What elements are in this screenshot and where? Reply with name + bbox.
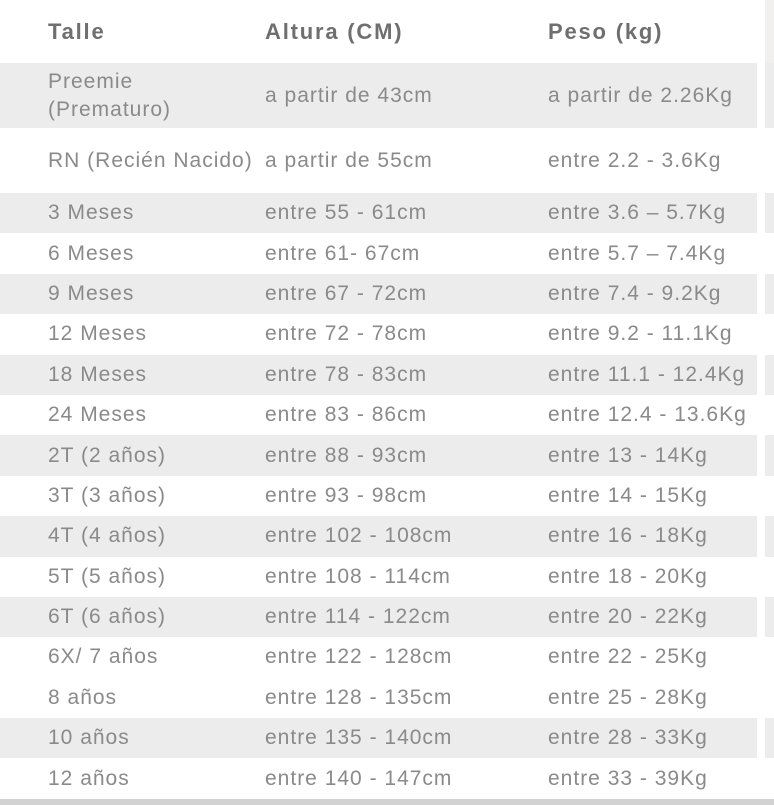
- clipped-fourth-column-cell: [765, 516, 774, 556]
- cell-altura: entre 128 - 135cm: [265, 685, 453, 709]
- column-gap: [757, 233, 765, 273]
- cell-talle: 12 Meses: [48, 322, 148, 346]
- cell-altura: entre 88 - 93cm: [257, 435, 540, 475]
- clipped-fourth-column-cell: [765, 355, 774, 395]
- clipped-fourth-column-cell: [765, 597, 774, 637]
- column-gap: [757, 193, 765, 233]
- clipped-fourth-column-cell: [765, 314, 774, 354]
- cell-talle: 2T (2 años): [0, 435, 257, 475]
- clipped-fourth-column-cell: [765, 233, 774, 273]
- column-gap: [757, 355, 765, 395]
- cell-talle: 10 años: [0, 718, 257, 758]
- cell-altura: entre 72 - 78cm: [265, 322, 428, 346]
- table-row: [0, 476, 774, 516]
- column-gap: [757, 63, 765, 128]
- table-row: [0, 435, 774, 475]
- cell-peso: entre 25 - 28Kg: [548, 685, 708, 709]
- cell-altura: entre 135 - 140cm: [257, 718, 540, 758]
- cell-peso: entre 14 - 15Kg: [548, 483, 708, 507]
- clipped-fourth-column-cell: [765, 193, 774, 233]
- cell-talle: 9 Meses: [0, 274, 257, 314]
- column-header-peso: Peso (kg): [548, 18, 664, 44]
- table-row: [0, 274, 774, 314]
- cell-altura: entre 61- 67cm: [265, 241, 421, 265]
- table-header-row: [0, 0, 774, 63]
- column-gap: [757, 395, 765, 435]
- table-row: [0, 314, 774, 354]
- cell-peso: entre 3.6 – 5.7Kg: [540, 193, 757, 233]
- cell-talle: Preemie (Prematuro): [0, 63, 257, 128]
- cell-altura: entre 114 - 122cm: [257, 597, 540, 637]
- cell-altura: entre 102 - 108cm: [257, 516, 540, 556]
- cell-talle: 3 Meses: [0, 193, 257, 233]
- cell-altura: entre 55 - 61cm: [257, 193, 540, 233]
- column-gap: [757, 314, 765, 354]
- clipped-fourth-column-cell: [765, 63, 774, 128]
- cell-peso: entre 12.4 - 13.6Kg: [548, 403, 747, 427]
- cell-talle: 6X/ 7 años: [48, 645, 159, 669]
- clipped-fourth-column-cell: [765, 557, 774, 597]
- cell-talle: 6T (6 años): [0, 597, 257, 637]
- table-row: [0, 557, 774, 597]
- column-gap: [757, 128, 765, 193]
- clipped-fourth-column-cell: [765, 395, 774, 435]
- column-gap: [757, 274, 765, 314]
- cell-altura: entre 83 - 86cm: [265, 403, 428, 427]
- cell-peso: entre 2.2 - 3.6Kg: [548, 148, 722, 172]
- table-row: [0, 355, 774, 395]
- table-row: [0, 63, 774, 128]
- table-row: [0, 233, 774, 273]
- table-row: [0, 718, 774, 758]
- cell-talle: 4T (4 años): [0, 516, 257, 556]
- cell-talle: 18 Meses: [0, 355, 257, 395]
- cell-altura: a partir de 43cm: [257, 63, 540, 128]
- cell-talle: RN (Recién Nacido): [48, 148, 253, 172]
- cell-talle: 6 Meses: [48, 241, 135, 265]
- table-row: [0, 597, 774, 637]
- column-header-altura: Altura (CM): [265, 18, 404, 44]
- table-body: [0, 63, 774, 799]
- column-gap: [757, 476, 765, 516]
- cell-talle: 3T (3 años): [48, 483, 166, 507]
- clipped-fourth-column-cell: [765, 718, 774, 758]
- column-gap: [757, 0, 765, 63]
- cell-talle: 24 Meses: [48, 403, 148, 427]
- cell-altura: entre 67 - 72cm: [257, 274, 540, 314]
- clipped-fourth-column-cell: [765, 274, 774, 314]
- cell-peso: entre 20 - 22Kg: [540, 597, 757, 637]
- clipped-fourth-column-cell: [765, 758, 774, 798]
- column-gap: [757, 637, 765, 677]
- cell-talle: 12 años: [48, 766, 130, 790]
- column-gap: [757, 597, 765, 637]
- column-gap: [757, 678, 765, 718]
- cell-altura: a partir de 55cm: [265, 148, 433, 172]
- clipped-fourth-column-header: [765, 0, 774, 63]
- cell-peso: entre 9.2 - 11.1Kg: [548, 322, 733, 346]
- cell-peso: entre 7.4 - 9.2Kg: [540, 274, 757, 314]
- table-row: [0, 128, 774, 193]
- table-row: [0, 395, 774, 435]
- clipped-fourth-column-cell: [765, 476, 774, 516]
- column-gap: [757, 516, 765, 556]
- clipped-fourth-column-cell: [765, 678, 774, 718]
- table-row: [0, 637, 774, 677]
- table-row: [0, 516, 774, 556]
- cell-altura: entre 93 - 98cm: [265, 483, 428, 507]
- cell-altura: entre 108 - 114cm: [265, 564, 451, 588]
- column-gap: [757, 435, 765, 475]
- table-row: [0, 193, 774, 233]
- cell-talle: 8 años: [48, 685, 118, 709]
- clipped-fourth-column-cell: [765, 435, 774, 475]
- cell-altura: entre 122 - 128cm: [265, 645, 453, 669]
- column-header-talle: Talle: [48, 18, 106, 44]
- cell-peso: entre 13 - 14Kg: [540, 435, 757, 475]
- cell-peso: entre 5.7 – 7.4Kg: [548, 241, 727, 265]
- clipped-bottom-row: [0, 799, 774, 805]
- table-row: [0, 758, 774, 798]
- cell-altura: entre 140 - 147cm: [265, 766, 453, 790]
- cell-peso: entre 18 - 20Kg: [548, 564, 708, 588]
- cell-peso: entre 11.1 - 12.4Kg: [540, 355, 757, 395]
- column-gap: [757, 557, 765, 597]
- cell-peso: entre 33 - 39Kg: [548, 766, 708, 790]
- cell-peso: entre 22 - 25Kg: [548, 645, 708, 669]
- clipped-fourth-column-cell: [765, 128, 774, 193]
- table-row: [0, 678, 774, 718]
- cell-peso: entre 28 - 33Kg: [540, 718, 757, 758]
- clipped-fourth-column-cell: [765, 637, 774, 677]
- cell-altura: entre 78 - 83cm: [257, 355, 540, 395]
- column-gap: [757, 758, 765, 798]
- cell-peso: a partir de 2.26Kg: [540, 63, 757, 128]
- cell-talle: 5T (5 años): [48, 564, 166, 588]
- cell-peso: entre 16 - 18Kg: [540, 516, 757, 556]
- column-gap: [757, 718, 765, 758]
